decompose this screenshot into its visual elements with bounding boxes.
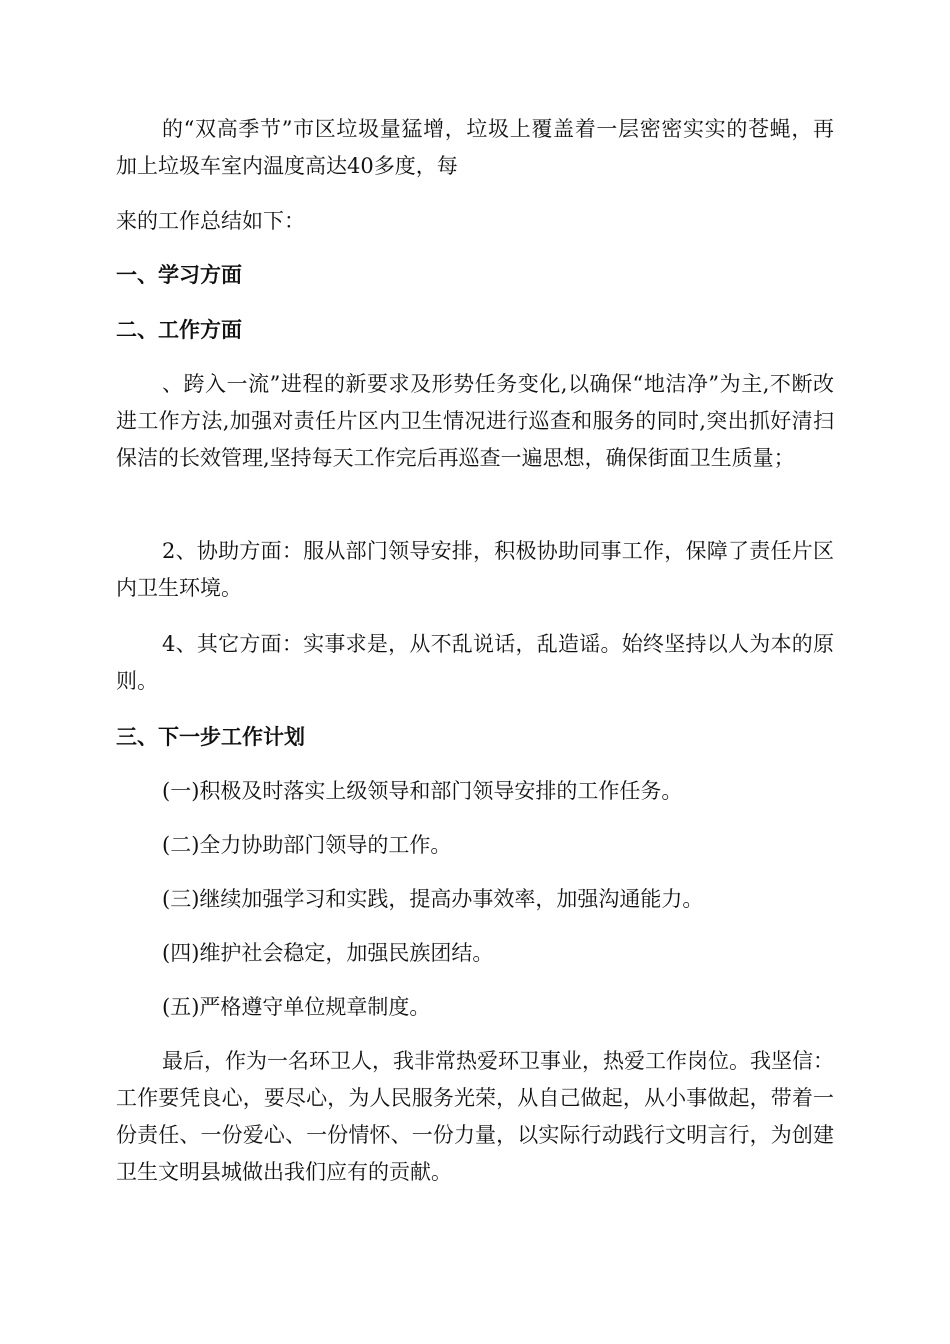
plan-item-1: (一)积极及时落实上级领导和部门领导安排的工作任务。 xyxy=(162,779,683,803)
intro-paragraph: 的“双高季节”市区垃圾量猛增，垃圾上覆盖着一层密密实实的苍蝇，再加上垃圾车室内温度高达40多度，每 xyxy=(116,117,834,178)
heading-study: 一、学习方面 xyxy=(116,263,242,287)
plan-item-2: (二)全力协助部门领导的工作。 xyxy=(162,833,452,857)
heading-plan: 三、下一步工作计划 xyxy=(116,725,305,749)
work-item-4-paragraph: 4、其它方面：实事求是，从不乱说话，乱造谣。始终坚持以人为本的原则。 xyxy=(116,632,834,693)
plan-item-5: (五)严格遵守单位规章制度。 xyxy=(162,995,431,1019)
closing-paragraph: 最后，作为一名环卫人，我非常热爱环卫事业，热爱工作岗位。我坚信：工作要凭良心，要尽心，为人民服务光荣，从自己做起，从小事做起，带着一份责任、一份爱心、一份情怀、一份力量，以实际行动践行文明言行，为创建卫生文明县城做出我们应有的贡献。 xyxy=(116,1049,834,1184)
work-item-2-paragraph: 2、协助方面：服从部门领导安排，积极协助同事工作，保障了责任片区内卫生环境。 xyxy=(116,539,834,600)
summary-lead-paragraph: 来的工作总结如下： xyxy=(116,209,305,233)
plan-item-4: (四)维护社会稳定，加强民族团结。 xyxy=(162,941,494,965)
work-item-1-paragraph: 、跨入一流”进程的新要求及形势任务变化,以确保“地洁净”为主,不断改进工作方法,加强对责任片区内卫生情况进行巡查和服务的同时,突出抓好清扫保洁的长效管理,坚持每天工作完后再巡查一遍思想，确保街面卫生质量； xyxy=(116,372,834,470)
heading-work: 二、工作方面 xyxy=(116,318,242,342)
plan-item-3: (三)继续加强学习和实践，提高办事效率，加强沟通能力。 xyxy=(162,887,704,911)
